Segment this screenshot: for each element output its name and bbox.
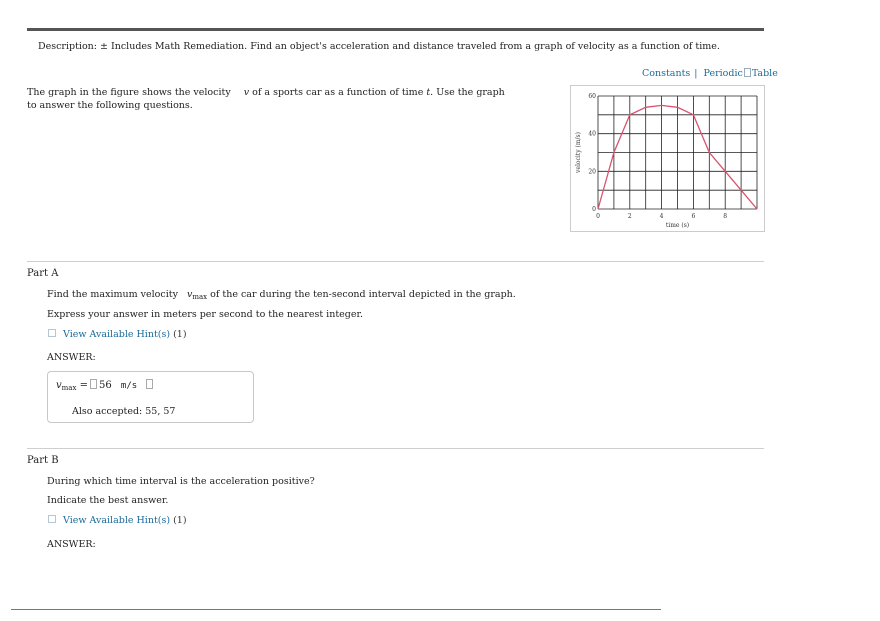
answer-equals: = [79, 380, 88, 391]
answer-input-box-icon [90, 379, 97, 389]
reference-links [642, 68, 778, 79]
vmax-symbol [187, 289, 207, 300]
answer-vmax [56, 380, 76, 391]
part-a-divider [27, 261, 764, 262]
link-separator: | [694, 68, 698, 79]
intro-part-1: The graph in the figure shows the velocity [27, 87, 231, 98]
top-divider [27, 28, 764, 31]
time-symbol: t [426, 87, 431, 98]
part-a-answer-label: ANSWER: [47, 352, 96, 363]
problem-description: Description: ± Includes Math Remediation. Find an object's acceleration and distance traveled from a graph of velocity as a function of time. [38, 41, 720, 52]
also-accepted: Also accepted: 55, 57 [72, 406, 176, 417]
answer-v: v [56, 380, 62, 391]
table-glyph-icon [744, 68, 751, 77]
part-a-answer-box [47, 371, 254, 423]
table-link-label: Table [751, 68, 778, 79]
part-a-question [47, 289, 516, 301]
part-a-hint-label: View Available Hint(s) [63, 329, 171, 340]
part-b-instruction: Indicate the best answer. [47, 495, 169, 506]
part-b-hint-link[interactable] [48, 515, 187, 526]
x-tick-label: 4 [659, 213, 664, 220]
y-axis-label: velocity (m/s) [575, 132, 582, 173]
y-tick-label: 20 [588, 168, 596, 176]
y-tick-label: 60 [588, 93, 596, 100]
answer-units: m/s [120, 381, 138, 391]
x-tick-label: 8 [723, 213, 728, 220]
x-axis-label: time (s) [665, 222, 690, 229]
part-a-hint-link[interactable] [48, 329, 187, 340]
part-b-title: Part B [27, 455, 59, 466]
x-tick-label: 0 [596, 213, 600, 220]
x-tick-label: 6 [691, 213, 696, 220]
answer-equation [56, 379, 155, 392]
part-b-answer-label: ANSWER: [47, 539, 96, 550]
intro-part-2: of a sports car as a function of time [252, 87, 424, 98]
answer-value: 56 [99, 380, 112, 391]
constants-link[interactable]: Constants [642, 68, 691, 79]
y-tick-label: 0 [592, 206, 596, 213]
periodic-table-link[interactable] [703, 68, 777, 79]
part-a-question-pre: Find the maximum velocity [47, 289, 178, 300]
hint-checkbox-icon [48, 329, 56, 337]
part-b-hint-count: (1) [173, 515, 187, 526]
velocity-time-graph [570, 85, 765, 232]
part-a-instruction: Express your answer in meters per second to the nearest integer. [47, 309, 363, 320]
answer-v-sub: max [61, 384, 77, 392]
vmax-sub: max [192, 293, 208, 301]
y-tick-label: 40 [588, 130, 596, 138]
velocity-chart-svg [571, 86, 764, 231]
part-b-question: During which time interval is the acceleration positive? [47, 476, 315, 487]
answer-end-box-icon [146, 379, 153, 389]
x-tick-label: 2 [627, 213, 632, 220]
part-a-hint-count: (1) [173, 329, 187, 340]
hint-checkbox-icon [48, 515, 56, 523]
intro-text [27, 87, 507, 112]
part-a-title: Part A [27, 268, 59, 279]
intro-part-3: . Use the graph to answer the following questions. [27, 87, 505, 111]
part-a-question-post: of the car during the ten-second interval depicted in the graph. [210, 289, 516, 300]
part-b-hint-label: View Available Hint(s) [63, 515, 171, 526]
bottom-divider [11, 609, 661, 610]
vmax-v: v [186, 289, 193, 300]
part-b-divider [27, 448, 764, 449]
velocity-symbol: v [243, 87, 250, 98]
periodic-link-label: Periodic [703, 68, 743, 79]
